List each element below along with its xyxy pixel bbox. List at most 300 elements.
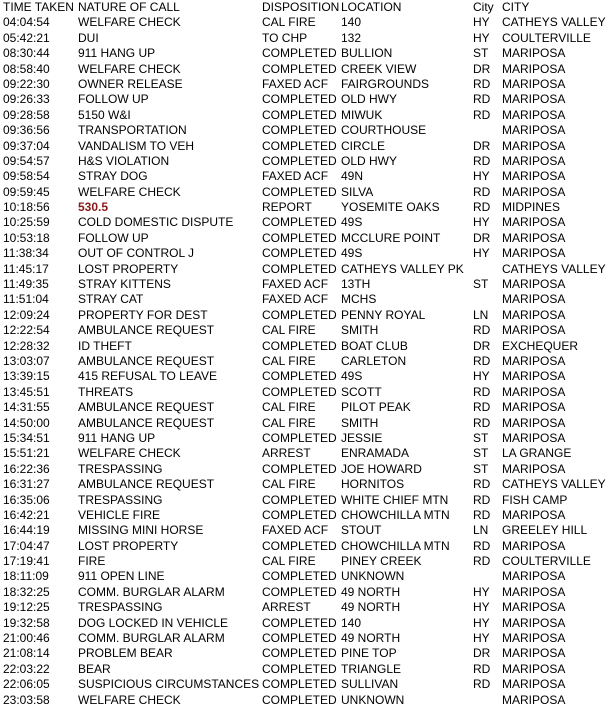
table-row [0,446,614,461]
city-cell: MARIPOSA [502,538,566,553]
city-cell: MARIPOSA [502,184,566,199]
disposition-cell: CAL FIRE [262,323,316,338]
location-cell: CATHEYS VALLEY PK [341,261,464,276]
table-row [0,62,614,77]
location-cell: OLD HWY [341,153,398,168]
city-cell: MARIPOSA [502,692,566,707]
time-cell: 12:22:54 [3,323,50,338]
street-suffix-cell: RD [473,76,491,91]
disposition-cell: COMPLETED [262,261,337,276]
city-cell: MARIPOSA [502,369,566,384]
time-cell: 13:03:07 [3,353,50,368]
table-row [0,139,614,154]
disposition-cell: COMPLETED [262,631,337,646]
disposition-cell: CAL FIRE [262,477,316,492]
nature-cell: TRANSPORTATION [78,123,187,138]
location-cell: SULLIVAN [341,677,399,692]
street-suffix-cell: DR [473,230,491,245]
city-cell: MARIPOSA [502,138,566,153]
location-cell: JOE HOWARD [341,461,422,476]
table-row [0,123,614,138]
table-row [0,493,614,508]
location-cell: SCOTT [341,384,382,399]
disposition-cell: FAXED ACF [262,76,329,91]
city-cell: MARIPOSA [502,230,566,245]
location-cell: STOUT [341,523,382,538]
nature-cell: WELFARE CHECK [78,15,181,30]
disposition-cell: CAL FIRE [262,415,316,430]
street-suffix-cell: RD [473,153,491,168]
nature-cell: PROPERTY FOR DEST [78,307,208,322]
disposition-cell: COMPLETED [262,138,337,153]
city-cell: MARIPOSA [502,415,566,430]
table-row [0,339,614,354]
disposition-cell: COMPLETED [262,92,337,107]
time-cell: 05:42:21 [3,30,50,45]
city-cell: MARIPOSA [502,277,566,292]
table-row [0,631,614,646]
time-cell: 09:26:33 [3,92,50,107]
disposition-cell: COMPLETED [262,384,337,399]
time-cell: 09:58:54 [3,169,50,184]
table-row [0,646,614,661]
street-suffix-cell: HY [473,15,490,30]
street-suffix-cell: DR [473,61,491,76]
disposition-cell: COMPLETED [262,184,337,199]
header-disposition: DISPOSITION [262,0,340,14]
location-cell: WHITE CHIEF MTN [341,492,449,507]
nature-cell: DUI [78,30,99,45]
disposition-cell: ARREST [262,600,311,615]
city-cell: GREELEY HILL [502,523,588,538]
disposition-cell: COMPLETED [262,692,337,707]
time-cell: 10:18:56 [3,200,50,215]
table-row [0,185,614,200]
table-row [0,539,614,554]
nature-cell: 530.5 [78,200,109,215]
city-cell: MARIPOSA [502,400,566,415]
disposition-cell: FAXED ACF [262,169,329,184]
location-cell: FAIRGROUNDS [341,76,430,91]
nature-cell: 911 HANG UP [78,430,156,445]
time-cell: 22:06:05 [3,677,50,692]
time-cell: 19:32:58 [3,615,50,630]
table-row [0,369,614,384]
table-row [0,92,614,107]
nature-cell: SUSPICIOUS CIRCUMSTANCES [78,677,260,692]
city-cell: MARIPOSA [502,123,566,138]
time-cell: 10:25:59 [3,215,50,230]
table-row [0,554,614,569]
city-cell: COULTERVILLE [502,554,591,569]
street-suffix-cell: RD [473,507,491,522]
nature-cell: FOLLOW UP [78,92,149,107]
time-cell: 18:32:25 [3,584,50,599]
street-suffix-cell: DR [473,646,491,661]
location-cell: COURTHOUSE [341,123,427,138]
time-cell: 09:37:04 [3,138,50,153]
location-cell: PINE TOP [341,646,397,661]
nature-cell: DOG LOCKED IN VEHICLE [78,615,229,630]
time-cell: 13:39:15 [3,369,50,384]
city-cell: EXCHEQUER [502,338,579,353]
nature-cell: VEHICLE FIRE [78,507,161,522]
street-suffix-cell: LN [473,523,489,538]
location-cell: 49 NORTH [341,631,401,646]
nature-cell: BEAR [78,661,111,676]
street-suffix-cell: RD [473,415,491,430]
nature-cell: TRESPASSING [78,461,163,476]
header-row [0,0,614,15]
nature-cell: FOLLOW UP [78,230,149,245]
disposition-cell: COMPLETED [262,584,337,599]
street-suffix-cell: RD [473,323,491,338]
disposition-cell: COMPLETED [262,153,337,168]
disposition-cell: CAL FIRE [262,400,316,415]
nature-cell: VANDALISM TO VEH [78,138,195,153]
disposition-cell: COMPLETED [262,507,337,522]
location-cell: SILVA [341,184,374,199]
location-cell: PINEY CREEK [341,554,422,569]
location-cell: 140 [341,615,362,630]
city-cell: MARIPOSA [502,76,566,91]
location-cell: YOSEMITE OAKS [341,200,440,215]
header-time: TIME TAKEN [3,0,74,14]
city-cell: MARIPOSA [502,46,566,61]
disposition-cell: COMPLETED [262,107,337,122]
time-cell: 11:38:34 [3,246,49,261]
city-cell: MARIPOSA [502,661,566,676]
city-cell: MARIPOSA [502,292,566,307]
street-suffix-cell: DR [473,138,491,153]
city-cell: MARIPOSA [502,353,566,368]
city-cell: MARIPOSA [502,600,566,615]
nature-cell: LOST PROPERTY [78,538,179,553]
nature-cell: STRAY KITTENS [78,277,171,292]
disposition-cell: FAXED ACF [262,292,329,307]
disposition-cell: COMPLETED [262,369,337,384]
location-cell: UNKNOWN [341,692,405,707]
disposition-cell: CAL FIRE [262,15,316,30]
location-cell: 140 [341,15,362,30]
header-city-suffix: City [473,0,494,14]
table-row [0,400,614,415]
disposition-cell: TO CHP [262,30,308,45]
street-suffix-cell: ST [473,446,489,461]
nature-cell: WELFARE CHECK [78,61,181,76]
street-suffix-cell: RD [473,477,491,492]
nature-cell: 415 REFUSAL TO LEAVE [78,369,217,384]
city-cell: CATHEYS VALLEY [502,477,606,492]
table-row [0,46,614,61]
disposition-cell: FAXED ACF [262,523,329,538]
nature-cell: PROBLEM BEAR [78,646,173,661]
street-suffix-cell: HY [473,615,490,630]
location-cell: 49S [341,246,363,261]
location-cell: ENRAMADA [341,446,410,461]
nature-cell: OWNER RELEASE [78,76,183,91]
time-cell: 08:30:44 [3,46,50,61]
table-row [0,462,614,477]
city-cell: MARIPOSA [502,584,566,599]
table-row [0,523,614,538]
nature-cell: STRAY DOG [78,169,148,184]
nature-cell: WELFARE CHECK [78,184,181,199]
nature-cell: H&S VIOLATION [78,153,170,168]
log-rows [0,15,614,708]
location-cell: JESSIE [341,430,383,445]
time-cell: 22:03:22 [3,661,50,676]
city-cell: MARIPOSA [502,169,566,184]
time-cell: 17:04:47 [3,538,50,553]
disposition-cell: FAXED ACF [262,277,329,292]
location-cell: HORNITOS [341,477,405,492]
nature-cell: FIRE [78,554,106,569]
header-city: CITY [502,0,530,14]
time-cell: 13:45:51 [3,384,50,399]
nature-cell: AMBULANCE REQUEST [78,415,215,430]
nature-cell: COLD DOMESTIC DISPUTE [78,215,234,230]
city-cell: MARIPOSA [502,323,566,338]
location-cell: PILOT PEAK [341,400,411,415]
location-cell: 132 [341,30,362,45]
table-row [0,431,614,446]
time-cell: 15:34:51 [3,430,50,445]
disposition-cell: COMPLETED [262,461,337,476]
street-suffix-cell: ST [473,46,489,61]
table-row [0,477,614,492]
time-cell: 16:22:36 [3,461,50,476]
nature-cell: MISSING MINI HORSE [78,523,204,538]
location-cell: BULLION [341,46,393,61]
street-suffix-cell: RD [473,554,491,569]
location-cell: 49 NORTH [341,600,401,615]
location-cell: CREEK VIEW [341,61,417,76]
disposition-cell: CAL FIRE [262,353,316,368]
nature-cell: TRESPASSING [78,600,163,615]
nature-cell: ID THEFT [78,338,132,353]
street-suffix-cell: RD [473,384,491,399]
street-suffix-cell: ST [473,277,489,292]
street-suffix-cell: LN [473,307,489,322]
city-cell: MARIPOSA [502,61,566,76]
city-cell: MARIPOSA [502,246,566,261]
disposition-cell: COMPLETED [262,677,337,692]
table-row [0,416,614,431]
street-suffix-cell: HY [473,584,490,599]
location-cell: BOAT CLUB [341,338,408,353]
time-cell: 23:03:58 [3,692,50,707]
street-suffix-cell: HY [473,169,490,184]
city-cell: MIDPINES [502,200,561,215]
nature-cell: COMM. BURGLAR ALARM [78,584,225,599]
disposition-cell: COMPLETED [262,338,337,353]
street-suffix-cell: RD [473,400,491,415]
time-cell: 10:53:18 [3,230,50,245]
table-row [0,323,614,338]
nature-cell: AMBULANCE REQUEST [78,323,215,338]
time-cell: 15:51:21 [3,446,50,461]
table-row [0,15,614,30]
header-nature: NATURE OF CALL [78,0,180,14]
location-cell: 49 NORTH [341,584,401,599]
table-row [0,677,614,692]
nature-cell: OUT OF CONTROL J [78,246,195,261]
street-suffix-cell: RD [473,200,491,215]
location-cell: SMITH [341,323,379,338]
nature-cell: THREATS [78,384,134,399]
location-cell: CHOWCHILLA MTN [341,507,450,522]
location-cell: OLD HWY [341,92,398,107]
city-cell: MARIPOSA [502,646,566,661]
time-cell: 16:31:27 [3,477,50,492]
nature-cell: AMBULANCE REQUEST [78,400,215,415]
city-cell: COULTERVILLE [502,30,591,45]
nature-cell: LOST PROPERTY [78,261,179,276]
disposition-cell: COMPLETED [262,430,337,445]
location-cell: TRIANGLE [341,661,402,676]
location-cell: PENNY ROYAL [341,307,426,322]
time-cell: 18:11:09 [3,569,49,584]
time-cell: 11:49:35 [3,277,49,292]
city-cell: MARIPOSA [502,92,566,107]
street-suffix-cell: RD [473,677,491,692]
disposition-cell: COMPLETED [262,661,337,676]
header-location: LOCATION [341,0,402,14]
time-cell: 14:50:00 [3,415,50,430]
time-cell: 16:35:06 [3,492,50,507]
location-cell: MCCLURE POINT [341,230,441,245]
table-row [0,508,614,523]
city-cell: FISH CAMP [502,492,568,507]
disposition-cell: COMPLETED [262,61,337,76]
location-cell: MCHS [341,292,377,307]
city-cell: MARIPOSA [502,677,566,692]
table-row [0,292,614,307]
table-row [0,262,614,277]
nature-cell: COMM. BURGLAR ALARM [78,631,225,646]
location-cell: SMITH [341,415,379,430]
street-suffix-cell: DR [473,338,491,353]
nature-cell: AMBULANCE REQUEST [78,353,215,368]
time-cell: 12:28:32 [3,338,50,353]
disposition-cell: COMPLETED [262,569,337,584]
table-row [0,200,614,215]
time-cell: 09:59:45 [3,184,50,199]
location-cell: CIRCLE [341,138,386,153]
street-suffix-cell: RD [473,538,491,553]
city-cell: CATHEYS VALLEY [502,15,606,30]
table-row [0,277,614,292]
time-cell: 11:45:17 [3,261,49,276]
nature-cell: STRAY CAT [78,292,144,307]
street-suffix-cell: ST [473,461,489,476]
table-row [0,662,614,677]
street-suffix-cell: HY [473,600,490,615]
table-row [0,569,614,584]
location-cell: 49S [341,215,363,230]
street-suffix-cell: ST [473,430,489,445]
time-cell: 14:31:55 [3,400,50,415]
disposition-cell: COMPLETED [262,307,337,322]
nature-cell: 911 OPEN LINE [78,569,165,584]
disposition-cell: CAL FIRE [262,554,316,569]
street-suffix-cell: RD [473,92,491,107]
street-suffix-cell: RD [473,184,491,199]
time-cell: 16:44:19 [3,523,50,538]
disposition-cell: COMPLETED [262,246,337,261]
street-suffix-cell: HY [473,215,490,230]
city-cell: MARIPOSA [502,107,566,122]
street-suffix-cell: RD [473,492,491,507]
city-cell: LA GRANGE [502,446,572,461]
table-row [0,585,614,600]
table-row [0,215,614,230]
location-cell: CHOWCHILLA MTN [341,538,450,553]
table-row [0,77,614,92]
time-cell: 09:54:57 [3,153,50,168]
disposition-cell: COMPLETED [262,215,337,230]
city-cell: MARIPOSA [502,461,566,476]
street-suffix-cell: HY [473,631,490,646]
disposition-cell: REPORT [262,200,312,215]
table-row [0,231,614,246]
street-suffix-cell: RD [473,661,491,676]
nature-cell: WELFARE CHECK [78,446,181,461]
city-cell: MARIPOSA [502,153,566,168]
location-cell: 13TH [341,277,371,292]
city-cell: MARIPOSA [502,430,566,445]
disposition-cell: ARREST [262,446,311,461]
time-cell: 19:12:25 [3,600,50,615]
nature-cell: 911 HANG UP [78,46,156,61]
city-cell: MARIPOSA [502,615,566,630]
city-cell: MARIPOSA [502,307,566,322]
table-row [0,354,614,369]
disposition-cell: COMPLETED [262,615,337,630]
city-cell: MARIPOSA [502,631,566,646]
street-suffix-cell: HY [473,246,490,261]
street-suffix-cell: RD [473,107,491,122]
city-cell: MARIPOSA [502,507,566,522]
location-cell: 49N [341,169,364,184]
table-row [0,308,614,323]
table-row [0,693,614,708]
disposition-cell: COMPLETED [262,538,337,553]
city-cell: CATHEYS VALLEY [502,261,606,276]
location-cell: UNKNOWN [341,569,405,584]
time-cell: 04:04:54 [3,15,50,30]
time-cell: 16:42:21 [3,507,50,522]
table-row [0,385,614,400]
location-cell: CARLETON [341,353,407,368]
time-cell: 17:19:41 [3,554,50,569]
table-row [0,246,614,261]
time-cell: 12:09:24 [3,307,50,322]
table-row [0,108,614,123]
location-cell: MIWUK [341,107,383,122]
table-row [0,169,614,184]
time-cell: 21:00:46 [3,631,50,646]
street-suffix-cell: HY [473,30,490,45]
table-row [0,616,614,631]
nature-cell: TRESPASSING [78,492,163,507]
disposition-cell: COMPLETED [262,46,337,61]
nature-cell: 5150 W&I [78,107,131,122]
time-cell: 08:58:40 [3,61,50,76]
disposition-cell: COMPLETED [262,123,337,138]
street-suffix-cell: HY [473,369,490,384]
